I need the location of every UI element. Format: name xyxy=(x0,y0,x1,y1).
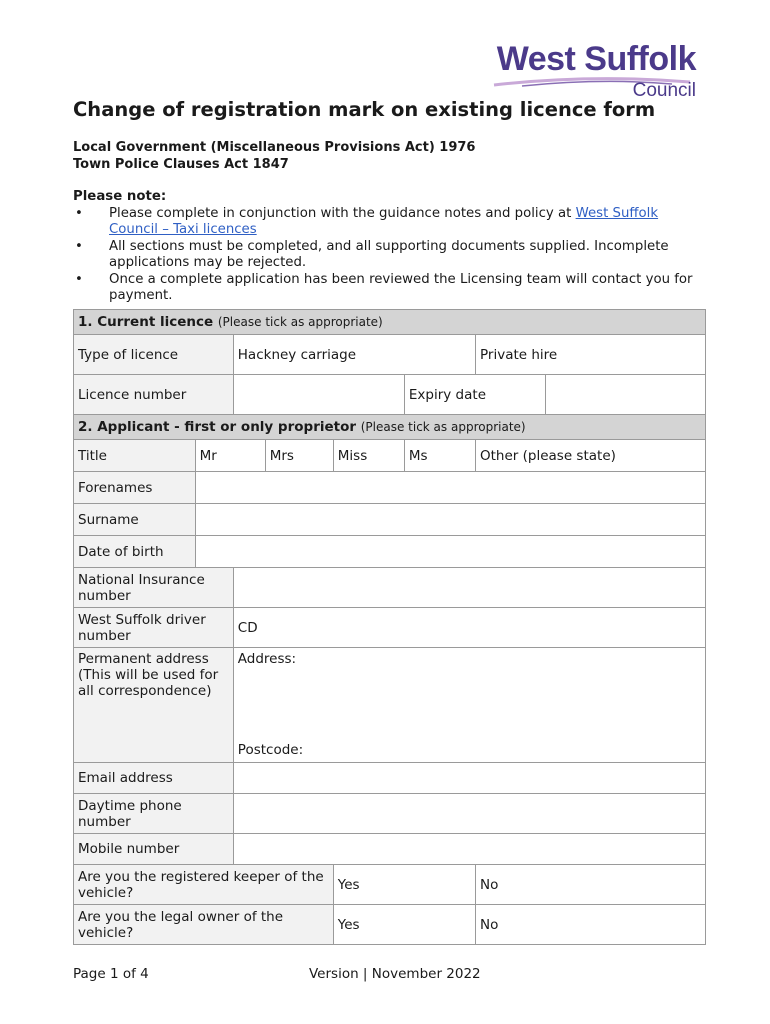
please-note xyxy=(73,189,693,305)
daytime-phone-input[interactable] xyxy=(233,794,705,834)
licence-number-row xyxy=(74,375,706,415)
expiry-date-label: Expiry date xyxy=(404,375,545,415)
version-info: Version | November 2022 xyxy=(309,966,481,982)
section-2-hint: (Please tick as appropriate) xyxy=(360,420,526,434)
mobile-label: Mobile number xyxy=(74,834,234,865)
address-input[interactable] xyxy=(233,648,705,763)
title-ms[interactable]: Ms xyxy=(404,440,475,472)
address-label: Permanent address (This will be used for all correspondence) xyxy=(74,648,234,763)
section-2-header xyxy=(74,415,706,440)
mobile-input[interactable] xyxy=(233,834,705,865)
title-mrs[interactable]: Mrs xyxy=(265,440,333,472)
licence-number-input[interactable] xyxy=(233,375,404,415)
logo-subtext: Council xyxy=(632,80,696,101)
email-row xyxy=(74,763,706,794)
surname-input[interactable] xyxy=(195,504,705,536)
owner-question: Are you the legal owner of the vehicle? xyxy=(74,905,334,945)
keeper-row xyxy=(74,865,706,905)
section-2-title: 2. Applicant - first or only proprietor xyxy=(78,419,357,435)
postcode-field-label: Postcode: xyxy=(237,742,304,758)
page-number: Page 1 of 4 xyxy=(73,966,149,982)
form-title: Change of registration mark on existing licence form xyxy=(73,98,656,121)
title-miss[interactable]: Miss xyxy=(333,440,404,472)
mobile-row xyxy=(74,834,706,865)
ni-input[interactable] xyxy=(233,568,705,608)
private-hire-option[interactable]: Private hire xyxy=(476,335,706,375)
note-bullet-1 xyxy=(73,206,693,239)
section-1-title: 1. Current licence xyxy=(78,314,214,330)
surname-label: Surname xyxy=(74,504,196,536)
note-bullet-3: • Once a complete application has been reviewed the Licensing team will contact you for payment. xyxy=(73,272,693,305)
owner-no[interactable]: No xyxy=(476,905,706,945)
email-input[interactable] xyxy=(233,763,705,794)
licence-number-label: Licence number xyxy=(74,375,234,415)
licence-type-row xyxy=(74,335,706,375)
ni-label: National Insurance number xyxy=(74,568,234,608)
dob-row xyxy=(74,536,706,568)
dob-label: Date of birth xyxy=(74,536,196,568)
dob-input[interactable] xyxy=(195,536,705,568)
driver-number-label: West Suffolk driver number xyxy=(74,608,234,648)
owner-yes[interactable]: Yes xyxy=(333,905,475,945)
title-other[interactable]: Other (please state) xyxy=(476,440,706,472)
logo-text: West Suffolk xyxy=(496,40,696,78)
note-heading: Please note: xyxy=(73,189,167,204)
driver-number-input[interactable]: CD xyxy=(233,608,705,648)
licence-type-label: Type of licence xyxy=(74,335,234,375)
application-form xyxy=(73,309,706,945)
forenames-row xyxy=(74,472,706,504)
act-2: Town Police Clauses Act 1847 xyxy=(73,157,289,172)
council-logo xyxy=(486,40,696,102)
forenames-input[interactable] xyxy=(195,472,705,504)
section-1-hint: (Please tick as appropriate) xyxy=(217,315,383,329)
title-mr[interactable]: Mr xyxy=(195,440,265,472)
address-row xyxy=(74,648,706,763)
note-bullet-2: • All sections must be completed, and all supporting documents supplied. Incomplete applications may be rejected. xyxy=(73,239,693,272)
title-label: Title xyxy=(74,440,196,472)
keeper-question: Are you the registered keeper of the vehicle? xyxy=(74,865,334,905)
note-bullet-1-text: Please complete in conjunction with the guidance notes and policy at xyxy=(109,205,576,221)
daytime-phone-row xyxy=(74,794,706,834)
driver-number-row xyxy=(74,608,706,648)
hackney-carriage-option[interactable]: Hackney carriage xyxy=(233,335,475,375)
forenames-label: Forenames xyxy=(74,472,196,504)
address-field-label: Address: xyxy=(237,651,297,667)
keeper-yes[interactable]: Yes xyxy=(333,865,475,905)
email-label: Email address xyxy=(74,763,234,794)
taxi-licences-link[interactable]: West Suffolk Council – Taxi licences xyxy=(109,205,659,237)
expiry-date-input[interactable] xyxy=(546,375,706,415)
daytime-phone-label: Daytime phone number xyxy=(74,794,234,834)
ni-row xyxy=(74,568,706,608)
title-row xyxy=(74,440,706,472)
keeper-no[interactable]: No xyxy=(476,865,706,905)
section-1-header xyxy=(74,310,706,335)
act-1: Local Government (Miscellaneous Provisions Act) 1976 xyxy=(73,140,476,155)
legislation xyxy=(73,139,475,173)
owner-row xyxy=(74,905,706,945)
surname-row xyxy=(74,504,706,536)
